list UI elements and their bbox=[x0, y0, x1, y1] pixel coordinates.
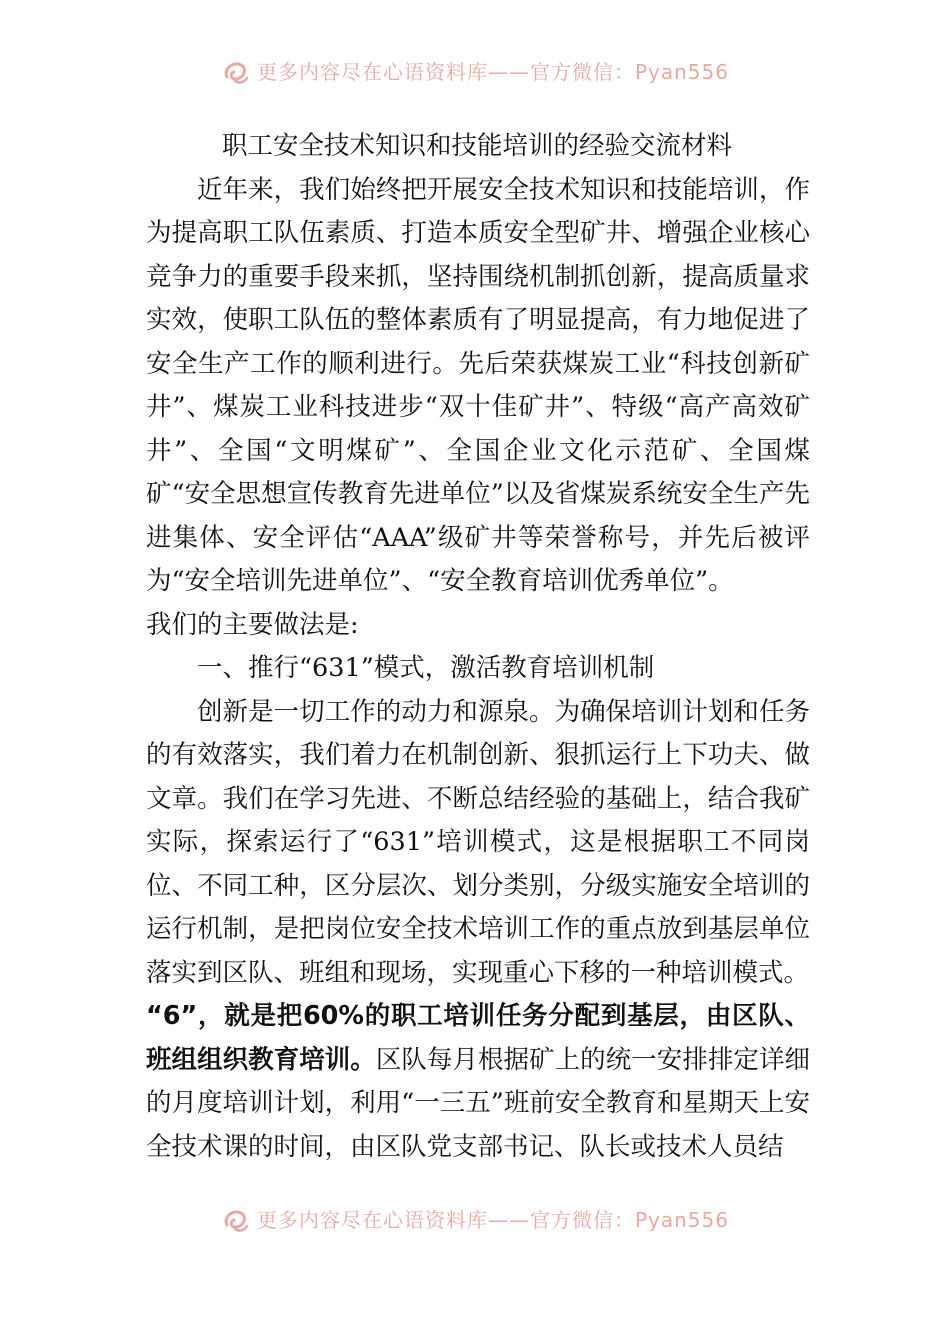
section-paragraph-emphasis bbox=[146, 995, 810, 1169]
bold-statement: “6”，就是把60%的职工培训任务分配到基层，由区队、班组组织教育培训。 bbox=[146, 1001, 810, 1075]
document-body bbox=[146, 125, 810, 1169]
section-heading: 一、推行“631”模式，激活教育培训机制 bbox=[197, 653, 655, 683]
swirl-logo-icon bbox=[221, 57, 251, 87]
intro-paragraph: 近年来，我们始终把开展安全技术知识和技能培训，作为提高职工队伍素质、打造本质安全型矿井、增强企业核心竞争力的重要手段来抓，坚持围绕机制抓创新，提高质量求实效，使职工队伍的整体素质有了明显提高，有力地促进了安全生产工作的顺利进行。先后荣获煤炭工业“科技创新矿井”、煤炭工业科技进步“双十佳矿井”、特级“高产高效矿井”、全国“文明煤矿”、全国企业文化示范矿、全国煤矿“安全思想宣传教育先进单位”以及省煤炭系统安全生产先进集体、安全评估“AAA”级矿井等荣誉称号，并先后被评为“安全培训先进单位”、“安全教育培训优秀单位”。 bbox=[146, 174, 810, 596]
header-watermark bbox=[0, 52, 950, 92]
section-paragraph-rest: 区队每月根据矿上的统一安排排定详细的月度培训计划，利用“一三五”班前安全教育和星期天上安全技术课的时间，由区队党支部书记、队长或技术人员结 bbox=[146, 1044, 810, 1162]
swirl-logo-icon bbox=[221, 1205, 251, 1235]
document-title: 职工安全技术知识和技能培训的经验交流材料 bbox=[222, 131, 733, 161]
section-paragraph: 创新是一切工作的动力和源泉。为确保培训计划和任务的有效落实，我们着力在机制创新、狠抓运行上下功夫、做文章。我们在学习先进、不断总结经验的基础上，结合我矿实际，探索运行了“631”培训模式，这是根据职工不同岗位、不同工种，区分层次、划分类别，分级实施安全培训的运行机制，是把岗位安全技术培训工作的重点放到基层单位落实到区队、班组和现场，实现重心下移的一种培训模式。 bbox=[146, 696, 810, 988]
intro-tail: 我们的主要做法是: bbox=[146, 609, 359, 640]
footer-watermark bbox=[0, 1200, 950, 1240]
watermark-text: 更多内容尽在心语资料库——官方微信：Pyan556 bbox=[256, 1209, 729, 1231]
watermark-text: 更多内容尽在心语资料库——官方微信：Pyan556 bbox=[256, 61, 729, 83]
